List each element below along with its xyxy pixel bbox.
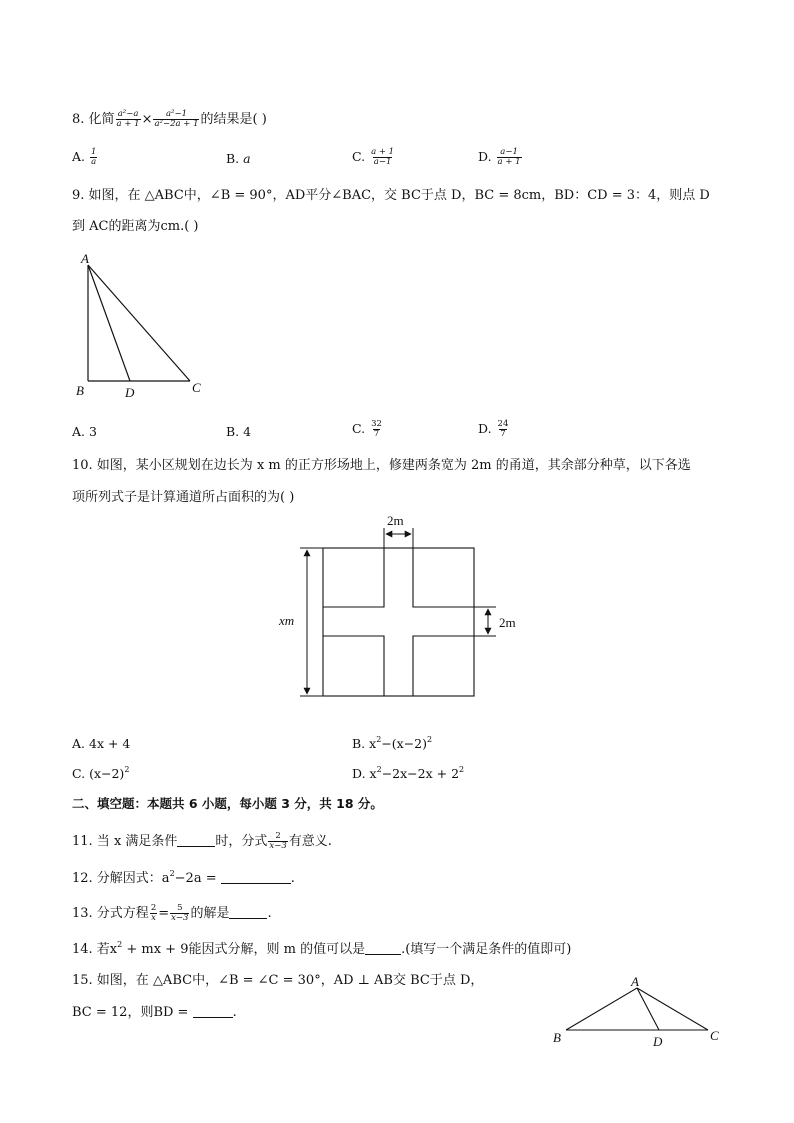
q10-option-c[interactable]: C. $(x-2)^2$ [72,765,130,781]
q15-stem-line2: BC = 12，则BD = . [72,1005,237,1020]
q9-label-b: B [76,383,84,398]
q13-stem: 13. 分式方程 $\frac{2}{x}$ = $\frac{5}{x-3}$ 的解是 . [72,903,272,923]
q9-label-c: C [192,380,201,395]
q8-option-b[interactable]: B. a [226,151,251,166]
q8-option-a[interactable]: A. $\frac{1}{a}$ [72,147,97,167]
q10-option-a[interactable]: A. 4x + 4 [72,736,131,751]
q15-label-d: D [653,1034,663,1049]
q15-label-a: A [631,974,639,989]
q11-stem: 11. 当 x 满足条件 时，分式 $\frac{2}{x-3}$ 有意义. [72,831,332,851]
q9-option-a[interactable]: A. 3 [72,424,97,439]
q8-frac1: $\frac{\text{a²−a}}{a + 1}$ [116,109,140,129]
q10-stem-line1: 10. 如图，某小区规划在边长为 x m 的正方形场地上，修建两条宽为 2m 的甬道，其余部分种草，以下各选 [72,458,691,473]
q8-option-c[interactable]: C. $\frac{a + 1}{a-1}$ [352,147,395,167]
q15-side-ab [566,988,637,1030]
q15-label-c: C [710,1028,719,1043]
q10-label-top-2m: 2m [387,513,404,528]
q14-stem: 14. 若$x^2$ + mx + 9能因式分解，则 m 的值可以是 .(填写一个满足条件的值即可) [72,940,572,957]
q15-stem-line1: 15. 如图，在 △ABC中，∠B = ∠C = 30°，AD ⊥ AB交 BC于点 D， [72,973,484,988]
section-2-title: 二、填空题：本题共 6 小题，每小题 3 分，共 18 分。 [72,796,383,811]
q9-option-c[interactable]: C. $\frac{32}{7}$ [352,419,382,439]
q9-stem-line2: 到 AC的距离为cm.( ) [72,219,199,234]
q8-stem: 8. 化简 $\frac{\text{a²−a}}{a + 1}$ × $\frac{\text{a²−1}}{\text{a²−2a + 1}}$ 的结果是( ) [72,109,267,129]
q10-option-b[interactable]: B. $x^2-(x-2)^2$ [352,735,433,751]
q8-frac2: $\frac{\text{a²−1}}{\text{a²−2a + 1}}$ [154,109,199,129]
q10-label-xm: xm [279,613,295,628]
q12-stem: 12. 分解因式：$a^2-2a$ = . [72,869,295,886]
q10-option-d[interactable]: D. $x^2-2x-2x + 2^2$ [352,765,465,781]
q9-option-b[interactable]: B. 4 [226,424,252,439]
q8-option-d[interactable]: D. $\frac{a-1}{a + 1}$ [478,147,521,167]
q8-prefix: 8. 化简 [72,112,115,127]
q9-label-d: D [125,385,135,400]
q9-option-d[interactable]: D. $\frac{24}{7}$ [478,419,509,439]
q9-label-a: A [81,251,89,266]
q10-label-right-2m: 2m [499,615,516,630]
q10-stem-line2: 项所列式子是计算通道所占面积的为( ) [72,490,295,505]
q9-stem-line1: 9. 如图，在 △ABC中，∠B = 90°，AD平分∠BAC，交 BC于点 D，BC = 8cm，BD：CD = 3：4，则点 D [72,188,710,203]
q15-label-b: B [553,1030,561,1045]
